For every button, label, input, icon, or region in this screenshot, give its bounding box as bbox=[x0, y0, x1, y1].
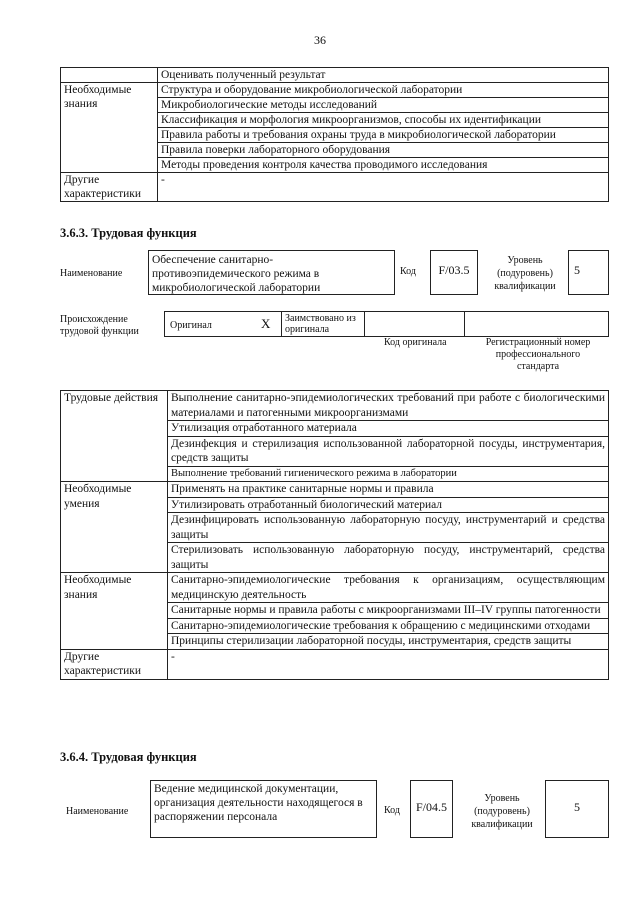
code-label: Код bbox=[400, 266, 416, 277]
table-cell: Принципы стерилизации лабораторной посуды, инструментария, средств защиты bbox=[168, 634, 609, 650]
table-cell: Дезинфекция и стерилизация использованной лабораторной посуды, инструментария, средств защиты bbox=[168, 436, 609, 466]
code-label: Код bbox=[384, 805, 400, 816]
original-label: Оригинал bbox=[170, 320, 212, 331]
table-cell: Санитарно-эпидемиологические требования к организациям, осуществляющим медицинскую деятельность bbox=[168, 573, 609, 603]
other-value: - bbox=[158, 173, 609, 202]
table-cell: Санитарные нормы и правила работы с микроорганизмами III–IV группы патогенности bbox=[168, 603, 609, 619]
page-number: 36 bbox=[314, 33, 326, 47]
table-cell: Утилизация отработанного материала bbox=[168, 421, 609, 437]
actions-label: Трудовые действия bbox=[61, 391, 168, 482]
table-cell: Санитарно-эпидемиологические требования к обращению с медицинскими отходами bbox=[168, 618, 609, 634]
code-value: F/04.5 bbox=[410, 780, 453, 838]
table-cell: Стерилизовать использованную лабораторную посуду, инструментарий, средства защиты bbox=[168, 543, 609, 573]
divider bbox=[281, 311, 282, 337]
main-table bbox=[60, 390, 609, 680]
level-label: Уровень (подуровень) квалификации bbox=[471, 793, 533, 830]
other-label: Другие характеристики bbox=[61, 173, 158, 202]
level-value: 5 bbox=[568, 250, 609, 295]
table-cell: Правила поверки лабораторного оборудования bbox=[158, 143, 609, 158]
function-name: Обеспечение санитарно-противоэпидемического режима в микробиологической лаборатории bbox=[148, 250, 395, 295]
table-cell: Выполнение требований гигиенического режима в лаборатории bbox=[168, 466, 609, 482]
code-original-label: Код оригинала bbox=[384, 337, 447, 348]
top-table bbox=[60, 67, 609, 202]
table-cell: Дезинфицировать использованную лабораторную посуду, инструментарий и средства защиты bbox=[168, 513, 609, 543]
knowledge-label: Необходимые знания bbox=[61, 83, 158, 173]
divider bbox=[364, 311, 365, 337]
table-cell: Правила работы и требования охраны труда в микробиологической лаборатории bbox=[158, 128, 609, 143]
table-cell: Методы проведения контроля качества проводимого исследования bbox=[158, 158, 609, 173]
knowledge-label: Необходимые знания bbox=[61, 573, 168, 650]
origin-label: Происхождение трудовой функции bbox=[60, 314, 139, 337]
table-cell: Структура и оборудование микробиологической лаборатории bbox=[158, 83, 609, 98]
level-value: 5 bbox=[545, 780, 609, 838]
skills-label: Необходимые умения bbox=[61, 482, 168, 573]
level-label: Уровень (подуровень) квалификации bbox=[494, 255, 556, 292]
borrowed-label: Заимствовано из оригинала bbox=[285, 313, 356, 335]
divider bbox=[464, 311, 465, 337]
code-value: F/03.5 bbox=[430, 250, 478, 295]
other-value: - bbox=[168, 649, 609, 679]
name-label: Наименование bbox=[60, 268, 123, 279]
origin-row bbox=[164, 311, 609, 337]
name-label: Наименование bbox=[66, 806, 129, 817]
reg-number-label: Регистрационный номер профессионального стандарта bbox=[485, 337, 591, 372]
function-name: Ведение медицинской документации, организация деятельности находящегося в распоряжении персонала bbox=[150, 780, 377, 838]
table-cell: Применять на практике санитарные нормы и правила bbox=[168, 482, 609, 498]
original-mark: X bbox=[261, 316, 271, 331]
section-heading: 3.6.4. Трудовая функция bbox=[60, 750, 197, 764]
table-cell: Утилизировать отработанный биологический материал bbox=[168, 497, 609, 513]
empty-cell bbox=[61, 68, 158, 83]
table-cell: Классификация и морфология микроорганизмов, способы их идентификации bbox=[158, 113, 609, 128]
table-cell: Оценивать полученный результат bbox=[158, 68, 609, 83]
other-label: Другие характеристики bbox=[61, 649, 168, 679]
table-cell: Выполнение санитарно-эпидемиологических требований при работе с биологическими материалами и патогенными микроорганизмами bbox=[168, 391, 609, 421]
table-cell: Микробиологические методы исследований bbox=[158, 98, 609, 113]
section-heading: 3.6.3. Трудовая функция bbox=[60, 226, 197, 240]
